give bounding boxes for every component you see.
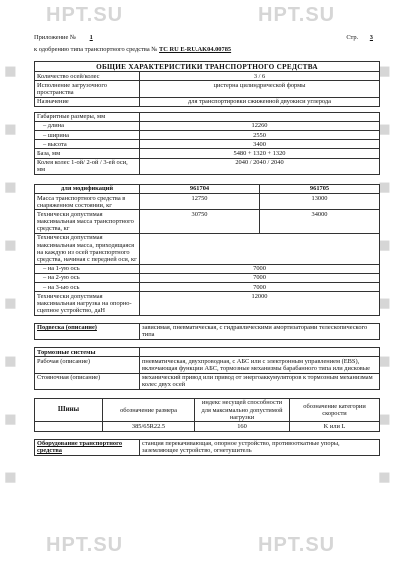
row-value: 2550 (140, 131, 380, 140)
watermark-square: ■ (4, 466, 18, 489)
page-number: 3 (369, 34, 373, 41)
table-row (35, 398, 380, 422)
page-label: Стр. (346, 34, 359, 41)
watermark-square: ■ (378, 292, 392, 315)
row-label: Стояночная (описание) (35, 373, 140, 389)
model-961705: 961705 (260, 184, 380, 193)
table-row (35, 323, 380, 339)
row-value: 7000 (140, 283, 380, 292)
table-row (35, 273, 380, 282)
watermark-square: ■ (378, 408, 392, 431)
watermark-square: ■ (378, 118, 392, 141)
table-row (35, 184, 380, 193)
row-value: 3 / 6 (140, 72, 380, 81)
row-label: Подвеска (описание) (35, 323, 140, 339)
watermark-square: ■ (378, 60, 392, 83)
tyre-load-index: 160 (195, 422, 290, 431)
appendix-label: Приложение № (34, 34, 76, 41)
row-label: – на 1-ую ось (35, 264, 140, 273)
row-value: 34000 (260, 210, 380, 234)
watermark: HPT.SU (46, 4, 124, 26)
row-value: 2040 / 2040 / 2040 (140, 158, 380, 174)
approval-number: TC RU E-RU.AK04.00785 (159, 46, 232, 53)
row-value: цистерна цилиндрической формы (140, 81, 380, 97)
tyres-label: Шины (35, 398, 103, 422)
table-row (35, 149, 380, 158)
table-row (35, 210, 380, 234)
row-label: Масса транспортного средства в снаряженном состоянии, кг (35, 194, 140, 210)
watermark-square: ■ (4, 350, 18, 373)
approval-row (34, 46, 379, 58)
row-value: 5480 + 1320 + 1320 (140, 149, 380, 158)
tyres-header: обозначение размера (103, 398, 195, 422)
watermark: HPT.SU (258, 534, 336, 556)
tyre-speed-category: K или L (290, 422, 380, 431)
row-label: – на 3-ью ось (35, 283, 140, 292)
tyres-header: обозначение категории скорости (290, 398, 380, 422)
approval-prefix: к одобрению типа транспортного средства № (34, 46, 158, 53)
table-row (35, 81, 380, 97)
row-label: Технически допустимая максимальная нагрузка на опорно-сцепное устройство, даН (35, 292, 140, 316)
watermark-square: ■ (4, 292, 18, 315)
row-label: – высота (35, 140, 140, 149)
document-page (34, 34, 379, 456)
row-label: База, мм (35, 149, 140, 158)
row-label: Колея колес 1-ой/ 2-ой / 3-ей оси, мм (35, 158, 140, 174)
row-value: 7000 (140, 264, 380, 273)
models-header-label: для модификаций (35, 184, 140, 193)
watermark-square: ■ (378, 350, 392, 373)
section-title: ОБЩИЕ ХАРАКТЕРИСТИКИ ТРАНСПОРТНОГО СРЕДСТВА (35, 62, 380, 72)
table-row (35, 264, 380, 273)
row-label: – ширина (35, 131, 140, 140)
tyre-size: 385/65R22.5 (103, 422, 195, 431)
table-row (35, 422, 380, 431)
table-row (35, 194, 380, 210)
tyres-table (34, 398, 380, 432)
row-value: 12750 (140, 194, 260, 210)
row-value: 12260 (140, 121, 380, 130)
row-label: Оборудование транспортного средства (35, 439, 140, 455)
appendix-number: 1 (89, 34, 93, 41)
brakes-title: Тормозные системы (35, 348, 140, 357)
table-row (35, 140, 380, 149)
row-value: 30750 (140, 210, 260, 234)
row-label: Технически допустимая максимальная масса, приходящаяся на каждую из осей транспортного средства, начиная с передней оси, кг (35, 233, 140, 264)
watermark-square: ■ (378, 176, 392, 199)
row-label: – длина (35, 121, 140, 130)
table-row (35, 292, 380, 316)
watermark-square: ■ (4, 60, 18, 83)
row-value: станция перекачивающая, опорное устройство, противооткатные упоры, заземляющее устройство, огнетушитель (140, 439, 380, 455)
watermark-square: ■ (4, 118, 18, 141)
table-row (35, 72, 380, 81)
row-value: 12000 (140, 292, 380, 316)
row-label: Габаритные размеры, мм (35, 112, 140, 121)
watermark: HPT.SU (258, 4, 336, 26)
table-row (35, 283, 380, 292)
watermark-square: ■ (378, 466, 392, 489)
table-row (35, 112, 380, 121)
header-row (34, 34, 379, 46)
watermark-square: ■ (4, 234, 18, 257)
row-label: Исполнение загрузочного пространства (35, 81, 140, 97)
row-value: зависимая, пневматическая, с гидравлическими амортизаторами телескопического типа (140, 323, 380, 339)
table-row (35, 348, 380, 357)
row-label: Рабочая (описание) (35, 357, 140, 373)
table-row (35, 121, 380, 130)
watermark-square: ■ (4, 408, 18, 431)
row-value: 7000 (140, 273, 380, 282)
row-value: 3400 (140, 140, 380, 149)
row-value: пневматическая, двухпроводная, с АБС или с электронным управлением (EBS), включающая функции АБС, тормозные механизмы барабанного типа или дисковые (140, 357, 380, 373)
row-value: для транспортировки сжиженной двуокиси углерода (140, 97, 380, 106)
watermark-square: ■ (378, 234, 392, 257)
table-row (35, 357, 380, 373)
row-value: 13000 (260, 194, 380, 210)
table-row (35, 233, 380, 264)
table-row (35, 158, 380, 174)
row-label: Назначение (35, 97, 140, 106)
watermark: HPT.SU (46, 534, 124, 556)
row-value: механический привод или привод от энергоаккумуляторов к тормозным механизмам колес двух осей (140, 373, 380, 389)
model-961704: 961704 (140, 184, 260, 193)
characteristics-table (34, 61, 380, 390)
table-row (35, 131, 380, 140)
equipment-table (34, 439, 380, 456)
table-row (35, 97, 380, 106)
watermark-square: ■ (4, 176, 18, 199)
table-row (35, 439, 380, 455)
row-label: Технически допустимая максимальная масса транспортного средства, кг (35, 210, 140, 234)
tyres-header: индекс несущей способности для максимально допустимой нагрузки (195, 398, 290, 422)
row-label: Количество осей/колес (35, 72, 140, 81)
row-label: – на 2-ую ось (35, 273, 140, 282)
table-row (35, 373, 380, 389)
